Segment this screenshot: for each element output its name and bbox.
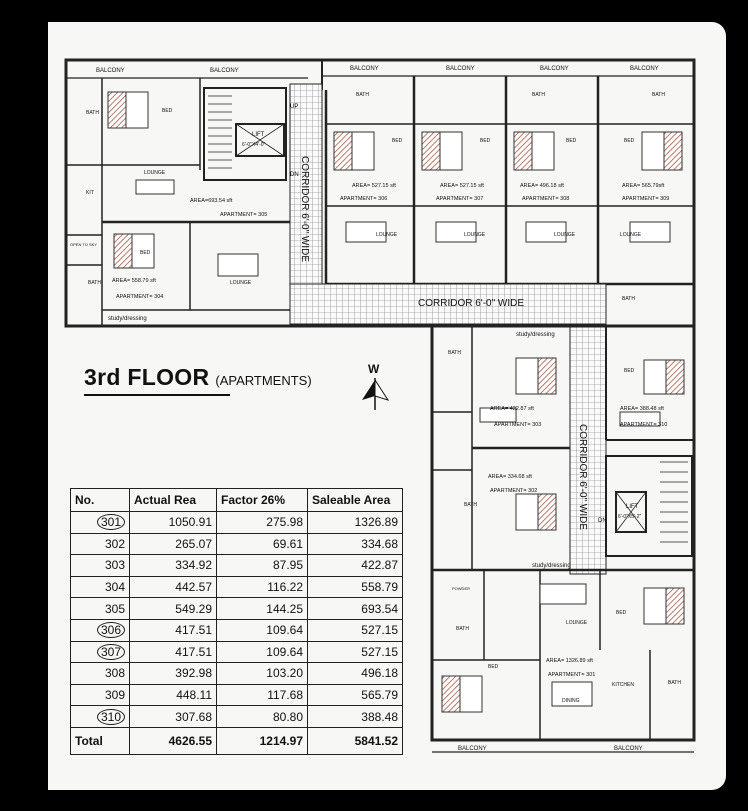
circled-number: 301 [97, 514, 125, 530]
apartment-area: AREA= 496.18 sft [520, 183, 564, 189]
table-row [71, 576, 403, 598]
circled-number: 307 [97, 644, 125, 660]
apartment-number [71, 641, 130, 663]
actual-area: 334.92 [130, 555, 217, 577]
apartment-number [71, 512, 130, 534]
room-label: LOUNGE [620, 232, 642, 238]
table-header: Actual Rea [130, 489, 217, 512]
room-label: LOUNGE [554, 232, 576, 238]
floor-title-block [84, 364, 312, 391]
table-row [71, 641, 403, 663]
room-label: BATH [88, 280, 101, 286]
up-label: UP [290, 104, 299, 110]
saleable-area: 1326.89 [308, 512, 403, 534]
circled-number: 306 [97, 622, 125, 638]
room-label: BED [140, 250, 151, 256]
room-label: BATH [448, 350, 461, 356]
factor-value: 103.20 [217, 663, 308, 685]
lift-size-label: 6'-0"X5'-2" [618, 514, 642, 520]
study-label: study/dressing [516, 332, 555, 338]
room-label: BED [616, 610, 627, 616]
total-factor: 1214.97 [217, 727, 308, 754]
saleable-area: 565.79 [308, 684, 403, 706]
table-row [71, 663, 403, 685]
total-saleable: 5841.52 [308, 727, 403, 754]
table-row [71, 555, 403, 577]
table-header: No. [71, 489, 130, 512]
table-row [71, 533, 403, 555]
area-table [70, 488, 403, 755]
table-row [71, 619, 403, 641]
room-label: BATH [622, 296, 635, 302]
saleable-area: 527.15 [308, 641, 403, 663]
apartment-name: APARTMENT= 302 [490, 488, 538, 494]
lift-size-label: 6'-0"X4'-0" [242, 142, 266, 148]
dn-label: DN [598, 518, 607, 524]
room-label: BED [392, 138, 403, 144]
factor-value: 117.68 [217, 684, 308, 706]
apartment-name: APARTMENT= 310 [620, 422, 668, 428]
table-row [71, 684, 403, 706]
total-label: Total [71, 727, 130, 754]
floor-title: 3rd FLOOR [84, 364, 210, 390]
room-label: BED [624, 368, 635, 374]
actual-area: 549.29 [130, 598, 217, 620]
apartment-number [71, 619, 130, 641]
circled-number: 310 [97, 709, 125, 725]
room-label: BED [480, 138, 491, 144]
balcony-label: BALCONY [630, 66, 659, 72]
lift-label: LIFT [252, 132, 265, 138]
balcony-label: BALCONY [614, 746, 643, 752]
saleable-area: 334.68 [308, 533, 403, 555]
apartment-area: AREA= 388.48 sft [620, 406, 664, 412]
corridor-label: CORRIDOR 6'-0" WIDE [299, 156, 310, 263]
floor-subtitle: (APARTMENTS) [215, 373, 312, 388]
apartment-number: 302 [71, 533, 130, 555]
room-label: BED [488, 664, 499, 670]
room-label: BATH [652, 92, 665, 98]
room-label: BED [566, 138, 577, 144]
apartment-area: AREA= 527.15 sft [440, 183, 484, 189]
table-row [71, 706, 403, 728]
factor-value: 109.64 [217, 619, 308, 641]
room-label: BED [624, 138, 635, 144]
saleable-area: 496.18 [308, 663, 403, 685]
table-header: Saleable Area [308, 489, 403, 512]
table-header-row [71, 489, 403, 512]
table-header: Factor 26% [217, 489, 308, 512]
apartment-area: AREA= 422.87 sft [490, 406, 534, 412]
room-label: OPEN TO SKY [70, 242, 97, 247]
actual-area: 448.11 [130, 684, 217, 706]
factor-value: 275.98 [217, 512, 308, 534]
apartment-number: 303 [71, 555, 130, 577]
actual-area: 265.07 [130, 533, 217, 555]
apartment-number: 308 [71, 663, 130, 685]
apartment-area: AREA=693.54 sft [190, 198, 233, 204]
actual-area: 1050.91 [130, 512, 217, 534]
room-label: DINING [562, 698, 580, 704]
balcony-label: BALCONY [96, 68, 125, 74]
room-label: LOUNGE [566, 620, 588, 626]
apartment-name: APARTMENT= 303 [494, 422, 542, 428]
title-underline [84, 394, 230, 396]
factor-value: 144.25 [217, 598, 308, 620]
room-label: KIT [86, 190, 94, 196]
corridor-label: CORRIDOR 6'-0" WIDE [418, 298, 525, 309]
apartment-name: APARTMENT= 305 [220, 212, 268, 218]
balcony-label: BALCONY [540, 66, 569, 72]
saleable-area: 527.15 [308, 619, 403, 641]
saleable-area: 422.87 [308, 555, 403, 577]
study-label: study/dressing [532, 563, 571, 569]
apartment-name: APARTMENT= 306 [340, 196, 388, 202]
apartment-area: AREA= 334.68 sft [488, 474, 532, 480]
room-label: BATH [456, 626, 469, 632]
lift-label: LIFT [626, 504, 639, 510]
room-label: LOUNGE [464, 232, 486, 238]
total-actual: 4626.55 [130, 727, 217, 754]
apartment-area: AREA= 558.79 sft [112, 278, 156, 284]
actual-area: 417.51 [130, 641, 217, 663]
room-label: BATH [356, 92, 369, 98]
apartment-name: APARTMENT= 308 [522, 196, 570, 202]
room-label: BATH [464, 502, 477, 508]
apartment-name: APARTMENT= 304 [116, 294, 164, 300]
study-label: study/dressing [108, 316, 147, 322]
balcony-label: BALCONY [446, 66, 475, 72]
room-label: BATH [532, 92, 545, 98]
apartment-area: AREA= 565.79sft [622, 183, 665, 189]
actual-area: 442.57 [130, 576, 217, 598]
room-label: LOUNGE [230, 280, 252, 286]
apartment-number: 305 [71, 598, 130, 620]
factor-value: 116.22 [217, 576, 308, 598]
actual-area: 307.68 [130, 706, 217, 728]
compass-letter: W [368, 362, 380, 376]
apartment-name: APARTMENT= 301 [548, 672, 596, 678]
room-label: KITCHEN [612, 682, 634, 688]
apartment-number: 304 [71, 576, 130, 598]
apartment-area: AREA= 1326.89 sft [546, 658, 593, 664]
room-label: BED [162, 108, 173, 114]
factor-value: 80.80 [217, 706, 308, 728]
table-row [71, 512, 403, 534]
north-arrow-icon [362, 378, 388, 410]
room-label: BATH [86, 110, 99, 116]
factor-value: 69.61 [217, 533, 308, 555]
apartment-number: 309 [71, 684, 130, 706]
factor-value: 109.64 [217, 641, 308, 663]
actual-area: 392.98 [130, 663, 217, 685]
table-row [71, 598, 403, 620]
dn-label: DN [290, 172, 299, 178]
apartment-name: APARTMENT= 307 [436, 196, 484, 202]
apartment-number [71, 706, 130, 728]
saleable-area: 558.79 [308, 576, 403, 598]
room-label: LOUNGE [376, 232, 398, 238]
balcony-label: BALCONY [458, 746, 487, 752]
apartment-area: AREA= 527.15 sft [352, 183, 396, 189]
room-label: LOUNGE [144, 170, 166, 176]
room-label: POWDER [452, 586, 470, 591]
saleable-area: 388.48 [308, 706, 403, 728]
apartment-name: APARTMENT= 309 [622, 196, 670, 202]
corridor-label: CORRIDOR 6'-0" WIDE [577, 424, 588, 531]
balcony-label: BALCONY [210, 68, 239, 74]
actual-area: 417.51 [130, 619, 217, 641]
saleable-area: 693.54 [308, 598, 403, 620]
table-total-row [71, 727, 403, 754]
factor-value: 87.95 [217, 555, 308, 577]
room-label: BATH [668, 680, 681, 686]
balcony-label: BALCONY [350, 66, 379, 72]
